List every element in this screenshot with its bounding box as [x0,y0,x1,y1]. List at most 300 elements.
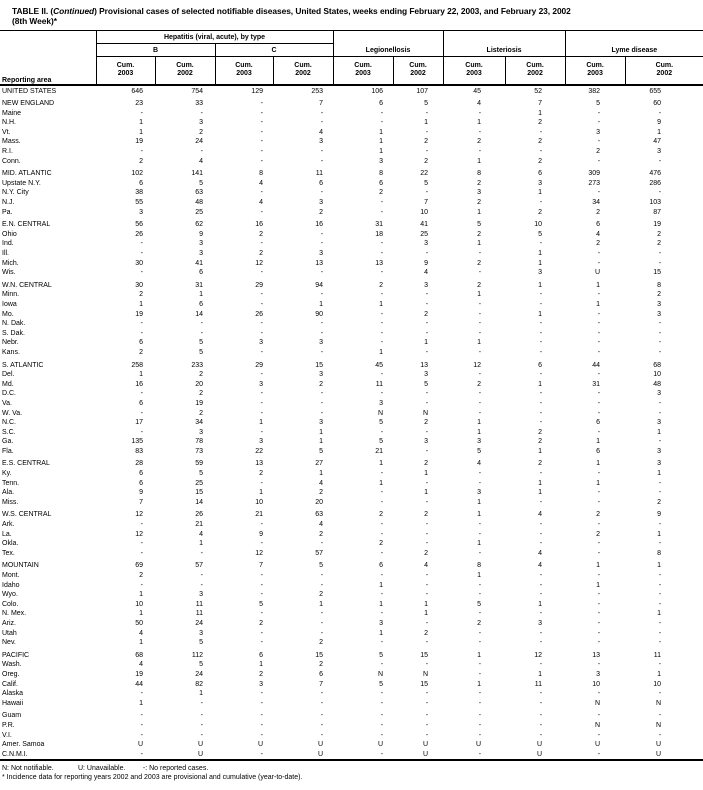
table-row [0,239,703,249]
value-cell: 1 [319,470,324,478]
value-cell: 2 [477,230,482,238]
value-cell: 253 [311,87,324,95]
value-cell: 2 [424,460,429,468]
value-cell: 309 [588,170,601,178]
value-cell: 1 [477,511,482,519]
row-label: Mont. [2,572,20,579]
value-cell: 273 [588,179,601,187]
value-cell: - [658,189,662,197]
value-cell: - [658,629,662,637]
value-cell: 13 [255,460,263,468]
table-row [0,409,703,419]
value-cell: 2 [538,438,543,446]
table-row [0,310,703,320]
value-cell: - [140,581,143,589]
value-cell: 4 [199,157,203,165]
footnote-not-notifiable: N: Not notifiable. [2,765,54,773]
value-cell: - [320,610,324,618]
value-cell: - [320,572,324,579]
value-cell: 1 [657,428,662,436]
value-cell: 8 [259,170,263,178]
value-cell: - [260,138,263,146]
value-cell: - [425,639,429,647]
value-cell: - [597,259,601,267]
value-cell: - [597,750,601,758]
value-cell: 1 [477,651,482,659]
value-cell: 10 [653,680,662,688]
table-row [0,437,703,447]
value-cell: 8 [657,549,662,557]
value-cell: - [380,250,384,257]
value-cell: 57 [195,562,203,570]
value-cell: 12 [255,259,263,267]
footnote-unavailable: U: Unavailable. [77,765,126,773]
value-cell: 87 [653,208,662,216]
value-cell: 9 [259,530,263,538]
value-cell: 2 [424,419,429,427]
value-cell: 1 [596,460,601,468]
value-cell: - [380,428,384,436]
value-cell: 44 [592,361,601,369]
value-cell: 4 [538,549,543,557]
value-cell: 14 [195,498,203,506]
value-cell: - [478,269,482,277]
legionellosis-group-header: Legionellosis [333,31,443,57]
value-cell: - [658,399,662,407]
value-cell: 6 [199,269,203,277]
value-cell: - [539,629,543,637]
value-cell: - [320,189,324,197]
value-cell: 2 [477,138,482,146]
value-cell: - [539,498,543,506]
value-cell: - [478,699,482,707]
row-label: Iowa [2,300,17,308]
value-cell: 10 [592,680,601,688]
value-cell: - [539,731,543,739]
value-cell: 1 [538,259,543,267]
value-cell: - [425,291,429,299]
value-cell: - [597,320,601,328]
value-cell: - [380,591,384,599]
value-cell: - [658,619,662,627]
value-cell: 1 [199,291,203,299]
table-title [12,6,697,26]
value-cell: 6 [319,179,324,187]
value-cell: - [425,109,429,117]
value-cell: - [260,721,263,729]
value-cell: 3 [139,208,143,216]
value-cell: - [380,371,384,379]
value-cell: - [380,320,384,328]
value-cell: 1 [424,489,429,497]
table-row [0,118,703,128]
value-cell: 19 [135,138,143,146]
value-cell: 2 [538,428,543,436]
value-cell: - [597,348,601,356]
value-cell: 4 [538,511,543,519]
value-cell: - [425,721,429,729]
value-cell: - [597,591,601,599]
value-cell: - [425,300,429,308]
value-cell: 4 [199,530,203,538]
value-cell: 6 [379,562,384,570]
value-cell: - [425,690,429,698]
row-label: Ariz. [2,619,16,627]
value-cell: - [658,581,662,589]
value-cell: 11 [653,651,662,659]
value-cell: U [537,741,543,749]
value-cell: - [597,428,601,436]
value-cell: 52 [534,87,543,95]
value-cell: 2 [596,530,601,538]
table-row [0,109,703,119]
header-group-row-1 [0,31,703,44]
value-cell: - [320,690,324,698]
table-row [0,268,703,278]
value-cell: 3 [538,269,543,277]
value-cell: - [597,619,601,627]
row-label: Tex. [2,549,15,557]
table-row [0,479,703,489]
value-cell: - [200,581,203,589]
table-row [0,498,703,508]
value-cell: - [380,699,384,707]
row-label: Utah [2,629,17,637]
value-cell: 2 [424,157,429,165]
table-row [0,581,703,591]
value-cell: 1 [657,530,662,538]
value-cell: 8 [477,170,482,178]
value-cell: - [597,731,601,739]
value-cell: 4 [538,562,543,570]
value-cell: - [260,320,263,328]
value-cell: 8 [379,170,384,178]
value-cell: 1 [477,119,482,127]
value-cell: - [200,572,203,579]
value-cell: 4 [319,479,324,487]
table-row [0,87,703,97]
value-cell: - [478,639,482,647]
value-cell: 6 [596,221,601,229]
value-cell: 1 [538,281,543,289]
value-cell: 44 [135,680,143,688]
value-cell: - [140,409,143,417]
value-cell: 1 [199,690,203,698]
value-cell: 38 [135,189,143,197]
value-cell: 12 [473,361,482,369]
value-cell: 6 [596,447,601,455]
value-cell: - [539,390,543,398]
value-cell: 45 [375,361,384,369]
value-cell: 2 [259,230,263,238]
value-cell: - [478,670,482,678]
value-cell: 1 [424,600,429,608]
value-cell: U [257,741,263,749]
value-cell: - [320,148,324,156]
value-cell: 2 [379,281,384,289]
value-cell: - [658,600,662,608]
value-cell: 12 [135,511,143,519]
value-cell: 2 [199,390,203,398]
value-cell: - [597,390,601,398]
value-cell: 13 [592,651,601,659]
value-cell: - [260,690,263,698]
value-cell: U [317,741,324,749]
value-cell: - [539,371,543,379]
row-label: Kans. [2,348,20,356]
value-cell: 3 [538,179,543,187]
value-cell: 3 [379,619,384,627]
value-cell: 3 [199,629,203,637]
value-cell: - [380,240,384,248]
table-row [0,220,703,230]
value-cell: 2 [596,240,601,248]
value-cell: - [425,712,429,720]
value-cell: - [320,731,324,739]
value-cell: 6 [259,651,263,659]
value-cell: - [658,572,662,579]
table-row [0,99,703,109]
value-cell: 5 [379,438,384,446]
value-cell: - [320,712,324,720]
value-cell: 2 [319,661,324,669]
value-cell: 1 [379,581,384,589]
value-cell: 9 [424,259,429,267]
value-cell: - [260,119,263,127]
value-cell: - [380,470,384,478]
value-cell: 18 [375,230,384,238]
value-cell: N [422,670,429,678]
value-cell: - [597,329,601,337]
value-cell: 9 [657,119,662,127]
row-label: NEW ENGLAND [2,100,55,108]
value-cell: - [320,348,324,356]
value-cell: 12 [135,530,143,538]
value-cell: - [260,629,263,637]
value-cell: 3 [319,138,324,146]
row-label: Oreg. [2,670,20,678]
table-row [0,549,703,559]
reporting-area-header: Reporting area [0,57,96,85]
value-cell: - [425,699,429,707]
value-cell: - [380,750,384,758]
value-cell: 2 [424,549,429,557]
value-cell: - [425,447,429,455]
value-cell: - [320,629,324,637]
value-cell: - [478,549,482,557]
row-label: Vt. [2,128,11,136]
row-label: V.I. [2,731,12,739]
value-cell: 2 [139,157,143,165]
value-cell: - [200,731,203,739]
value-cell: - [260,128,263,136]
value-cell: 5 [199,470,203,478]
value-cell: 1 [477,240,482,248]
value-cell: - [200,712,203,720]
value-cell: - [597,549,601,557]
value-cell: 25 [420,230,429,238]
cum-year-header: Cum. 2002 [625,57,703,85]
value-cell: - [597,371,601,379]
table-row [0,198,703,208]
row-label: Wyo. [2,591,18,599]
row-label: MID. ATLANTIC [2,170,52,178]
value-cell: 2 [319,208,324,216]
value-cell: 1 [139,591,143,599]
value-cell: - [260,329,263,337]
value-cell: 1 [657,610,662,618]
value-cell: 33 [195,100,203,108]
value-cell: - [478,521,482,529]
value-cell: 1 [319,600,324,608]
value-cell: 83 [135,447,143,455]
cum-year-header: Cum. 2003 [215,57,273,85]
value-cell: - [658,639,662,647]
value-cell: - [478,661,482,669]
value-cell: 3 [319,250,324,257]
value-cell: 4 [424,562,429,570]
value-cell: 1 [477,572,482,579]
value-cell: N [422,409,429,417]
value-cell: 34 [195,419,203,427]
value-cell: - [320,399,324,407]
row-label: Minn. [2,291,20,299]
value-cell: 1 [319,428,324,436]
value-cell: 1 [319,438,324,446]
value-cell: 382 [588,87,601,95]
table-row [0,179,703,189]
value-cell: 10 [653,371,662,379]
value-cell: 2 [379,511,384,519]
value-cell: 135 [131,438,143,446]
value-cell: - [597,138,601,146]
value-cell: 1 [139,128,143,136]
row-label: Pa. [2,208,13,216]
value-cell: 2 [477,380,482,388]
row-label: Wash. [2,661,22,669]
value-cell: - [260,731,263,739]
table-row [0,389,703,399]
value-cell: - [539,521,543,529]
value-cell: - [380,639,384,647]
table-row [0,447,703,457]
table-row [0,520,703,530]
table-row [0,590,703,600]
value-cell: 2 [424,511,429,519]
cum-year-header: Cum. 2003 [443,57,505,85]
value-cell: - [260,189,263,197]
row-label: Hawaii [2,699,24,707]
value-cell: 3 [538,619,543,627]
value-cell: - [425,619,429,627]
value-cell: - [140,731,143,739]
value-cell: 25 [195,208,203,216]
value-cell: 107 [416,87,429,95]
row-label: E.N. CENTRAL [2,221,51,229]
value-cell: 1 [477,339,482,347]
table-row [0,530,703,540]
value-cell: - [539,300,543,308]
table-row [0,571,703,581]
value-cell: U [422,741,429,749]
value-cell: 1 [379,128,384,136]
value-cell: 55 [135,199,143,207]
value-cell: 30 [135,259,143,267]
value-cell: - [200,109,203,117]
value-cell: 9 [139,489,143,497]
value-cell: U [197,750,203,758]
value-cell: 6 [319,670,324,678]
cum-year-header: Cum. 2003 [96,57,155,85]
row-label: S. ATLANTIC [2,361,44,369]
value-cell: - [539,661,543,669]
value-cell: 5 [199,348,203,356]
row-label: N.C. [2,419,16,427]
value-cell: 1 [477,680,482,688]
value-cell: 9 [657,511,662,519]
value-cell: 1 [139,371,143,379]
value-cell: - [478,712,482,720]
value-cell: 258 [131,361,143,369]
value-cell: 5 [199,179,203,187]
value-cell: - [597,409,601,417]
value-cell: 3 [379,399,384,407]
value-cell: 1 [596,438,601,446]
value-cell: - [200,320,203,328]
value-cell: - [478,390,482,398]
value-cell: N [377,409,384,417]
value-cell: - [597,540,601,548]
value-cell: 69 [135,562,143,570]
value-cell: - [425,591,429,599]
table-row [0,208,703,218]
value-cell: - [320,329,324,337]
value-cell: 6 [139,339,143,347]
value-cell: 20 [195,380,203,388]
value-cell: 5 [424,179,429,187]
value-cell: 1 [657,128,662,136]
value-cell: 2 [424,310,429,318]
value-cell: 6 [538,361,543,369]
value-cell: - [140,690,143,698]
row-label: Va. [2,399,12,407]
value-cell: 1 [379,148,384,156]
title-suffix: ) Provisional cases of selected notifiable diseases, United States, weeks ending February 22, 2003, and February 23, 2002 [94,6,571,16]
value-cell: 13 [375,259,384,267]
table-row [0,128,703,138]
row-label: PACIFIC [2,651,30,659]
row-label: D.C. [2,390,16,398]
row-label: MOUNTAIN [2,562,39,570]
row-label: Ill. [2,250,9,257]
value-cell: - [140,721,143,729]
value-cell: - [380,498,384,506]
footnote-no-cases: -: No reported cases. [142,765,209,773]
value-cell: 4 [424,269,429,277]
row-label: C.N.M.I. [2,750,28,758]
value-cell: - [140,390,143,398]
value-cell: - [478,399,482,407]
value-cell: - [380,521,384,529]
row-label: Del. [2,371,15,379]
row-label: Ark. [2,521,15,529]
value-cell: 15 [420,680,429,688]
value-cell: N [377,670,384,678]
value-cell: - [658,489,662,497]
value-cell: - [380,549,384,557]
value-cell: U [475,741,482,749]
table-row [0,259,703,269]
